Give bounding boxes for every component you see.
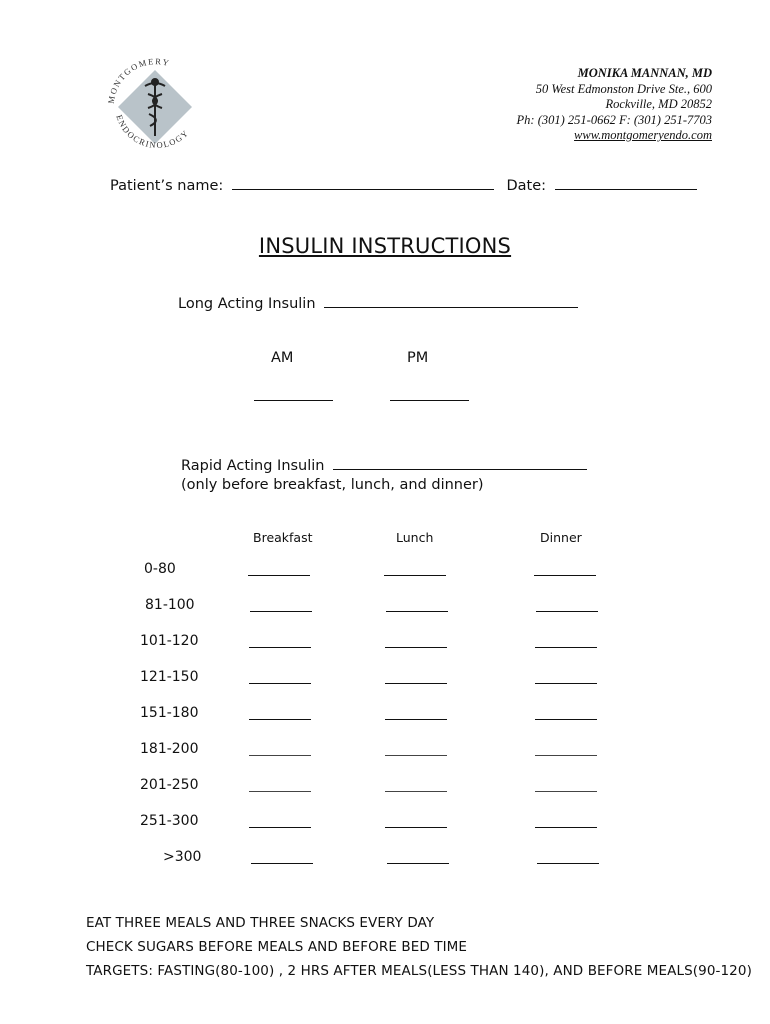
page-title: INSULIN INSTRUCTIONS [258, 234, 512, 258]
dinner-dose-field[interactable] [535, 683, 597, 684]
breakfast-dose-field[interactable] [249, 719, 311, 720]
dinner-dose-field[interactable] [535, 791, 597, 792]
date-field[interactable] [555, 188, 697, 190]
dinner-dose-field[interactable] [535, 827, 597, 828]
dinner-dose-field[interactable] [536, 611, 598, 612]
breakfast-dose-field[interactable] [251, 863, 313, 864]
breakfast-dose-field[interactable] [248, 575, 310, 576]
lunch-dose-field[interactable] [386, 611, 448, 612]
breakfast-dose-field[interactable] [249, 647, 311, 648]
column-dinner: Dinner [540, 530, 582, 545]
range-label: 201-250 [140, 777, 199, 793]
logo-bottom-text: ENDOCRINOLOGY [114, 113, 191, 151]
range-label: 0-80 [144, 561, 176, 577]
lunch-dose-field[interactable] [385, 791, 447, 792]
dinner-dose-field[interactable] [535, 755, 597, 756]
range-label: 151-180 [140, 705, 199, 721]
rapid-acting-field[interactable] [333, 468, 587, 470]
rapid-acting-row [181, 458, 587, 474]
rapid-acting-note: (only before breakfast, lunch, and dinner) [181, 477, 484, 493]
address-line-1: 50 West Edmonston Drive Ste., 600 [535, 81, 712, 96]
long-acting-field[interactable] [324, 306, 578, 308]
breakfast-dose-field[interactable] [249, 683, 311, 684]
range-label: 101-120 [140, 633, 199, 649]
rapid-acting-label: Rapid Acting Insulin [181, 458, 325, 474]
montgomery-endocrinology-logo [100, 52, 210, 162]
dinner-dose-field[interactable] [535, 719, 597, 720]
doctor-name: MONIKA MANNAN, MD [577, 66, 712, 80]
instruction-targets: TARGETS: FASTING(80-100) , 2 HRS AFTER MEALS(LESS THAN 140), AND BEFORE MEALS(90-120) [86, 963, 752, 979]
long-acting-row [178, 296, 578, 312]
lunch-dose-field[interactable] [385, 647, 447, 648]
breakfast-dose-field[interactable] [249, 791, 311, 792]
lunch-dose-field[interactable] [385, 827, 447, 828]
range-label: 251-300 [140, 813, 199, 829]
lunch-dose-field[interactable] [385, 755, 447, 756]
pm-dose-field[interactable] [390, 400, 469, 401]
patient-name-field[interactable] [232, 188, 494, 190]
breakfast-dose-field[interactable] [250, 611, 312, 612]
range-label: 121-150 [140, 669, 199, 685]
lunch-dose-field[interactable] [384, 575, 446, 576]
dinner-dose-field[interactable] [535, 647, 597, 648]
patient-name-label: Patient’s name: [110, 178, 224, 194]
am-dose-field[interactable] [254, 400, 333, 401]
long-acting-label: Long Acting Insulin [178, 296, 316, 312]
logo-top-text: MONTGOMERY [105, 56, 172, 105]
range-label: >300 [163, 849, 202, 865]
address-line-2: Rockville, MD 20852 [605, 97, 712, 111]
lunch-dose-field[interactable] [385, 719, 447, 720]
range-label: 81-100 [145, 597, 195, 613]
column-breakfast: Breakfast [253, 530, 313, 545]
instruction-meals: EAT THREE MEALS AND THREE SNACKS EVERY DAY [86, 915, 435, 931]
range-label: 181-200 [140, 741, 199, 757]
dinner-dose-field[interactable] [534, 575, 596, 576]
instruction-check-sugars: CHECK SUGARS BEFORE MEALS AND BEFORE BED TIME [86, 939, 468, 955]
patient-name-row [110, 178, 697, 194]
dinner-dose-field[interactable] [537, 863, 599, 864]
breakfast-dose-field[interactable] [249, 827, 311, 828]
phone-fax: Ph: (301) 251-0662 F: (301) 251-7703 [516, 112, 712, 127]
lunch-dose-field[interactable] [385, 683, 447, 684]
pm-label: PM [407, 350, 429, 366]
column-lunch: Lunch [396, 530, 434, 545]
date-label: Date: [506, 178, 547, 194]
practice-info [517, 66, 712, 144]
website-link[interactable]: www.montgomeryendo.com [574, 128, 712, 142]
lunch-dose-field[interactable] [387, 863, 449, 864]
am-label: AM [271, 350, 294, 366]
breakfast-dose-field[interactable] [249, 755, 311, 756]
